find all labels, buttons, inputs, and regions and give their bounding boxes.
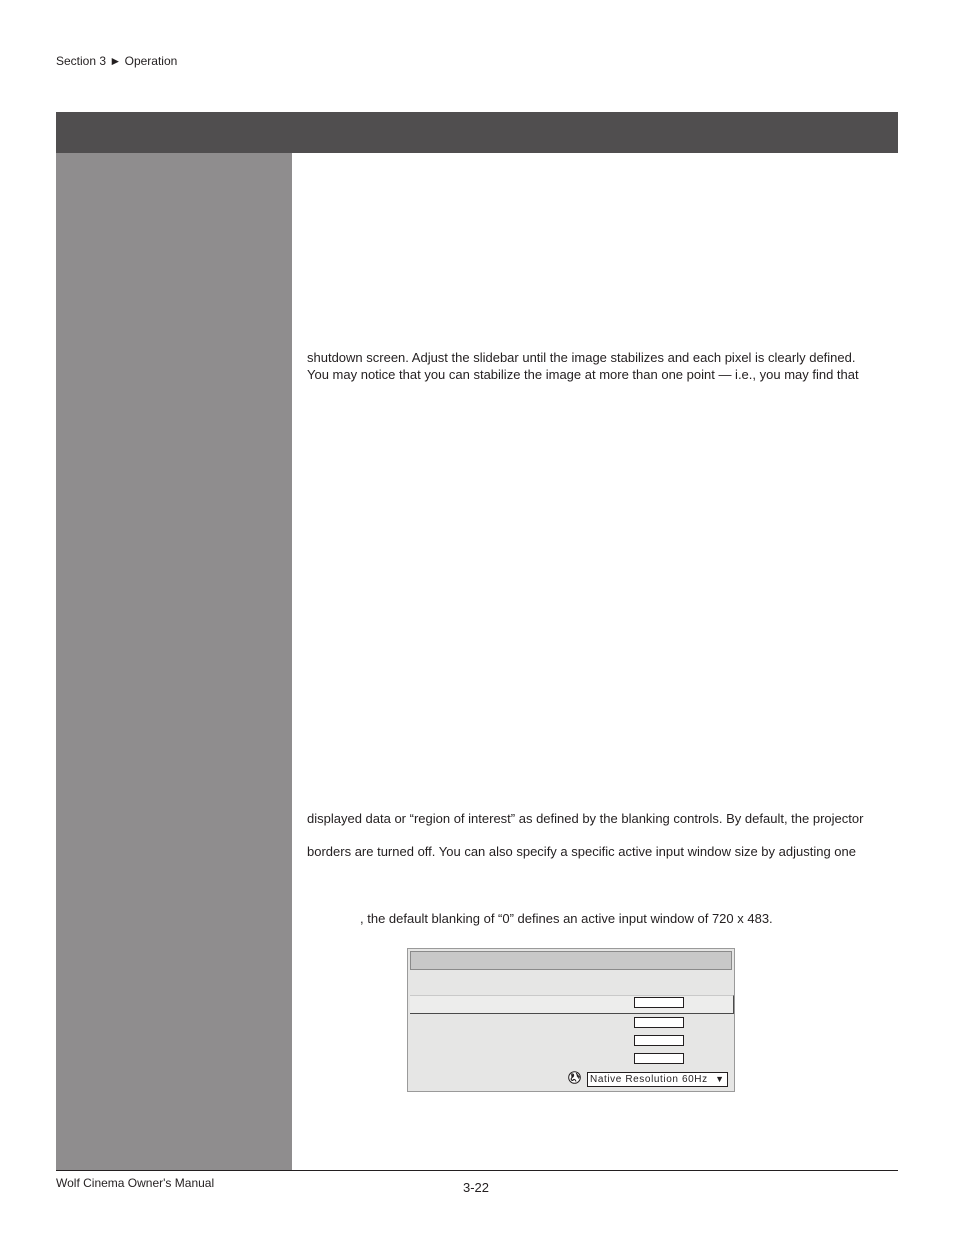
section-header (56, 54, 177, 68)
paragraph-line-1: shutdown screen. Adjust the slidebar until the image stabilizes and each pixel is clearly defined. (307, 350, 856, 365)
paragraph-line-5: , the default blanking of “0” defines an active input window of 720 x 483. (360, 911, 773, 926)
footer-rule (56, 1170, 898, 1171)
paragraph-line-2: You may notice that you can stabilize the image at more than one point — i.e., you may find that (307, 367, 859, 382)
section-label: Section 3 (56, 54, 107, 68)
chapter-label: Operation (124, 54, 178, 68)
blanking-dialog (407, 948, 735, 1092)
page-number: 3-22 (463, 1180, 490, 1195)
title-bar (56, 112, 898, 153)
value-field-2[interactable] (634, 1017, 684, 1028)
paragraph-line-4: borders are turned off. You can also specify a specific active input window size by adjusting one (307, 844, 856, 859)
value-field-4[interactable] (634, 1053, 684, 1064)
dialog-titlebar (410, 951, 732, 970)
sidebar (56, 153, 292, 1170)
paragraph-line-3: displayed data or “region of interest” as defined by the blanking controls. By default, the projector (307, 811, 864, 826)
selected-row[interactable] (410, 995, 734, 1014)
globe-icon (568, 1071, 581, 1084)
footer-manual-title: Wolf Cinema Owner's Manual (56, 1176, 215, 1190)
value-field-1[interactable] (634, 997, 684, 1008)
value-field-3[interactable] (634, 1035, 684, 1046)
arrow-icon: ► (109, 54, 122, 68)
resolution-select-value: Native Resolution 60Hz (590, 1074, 708, 1085)
resolution-select[interactable] (587, 1072, 728, 1087)
chevron-down-icon[interactable]: ▼ (715, 1074, 724, 1084)
